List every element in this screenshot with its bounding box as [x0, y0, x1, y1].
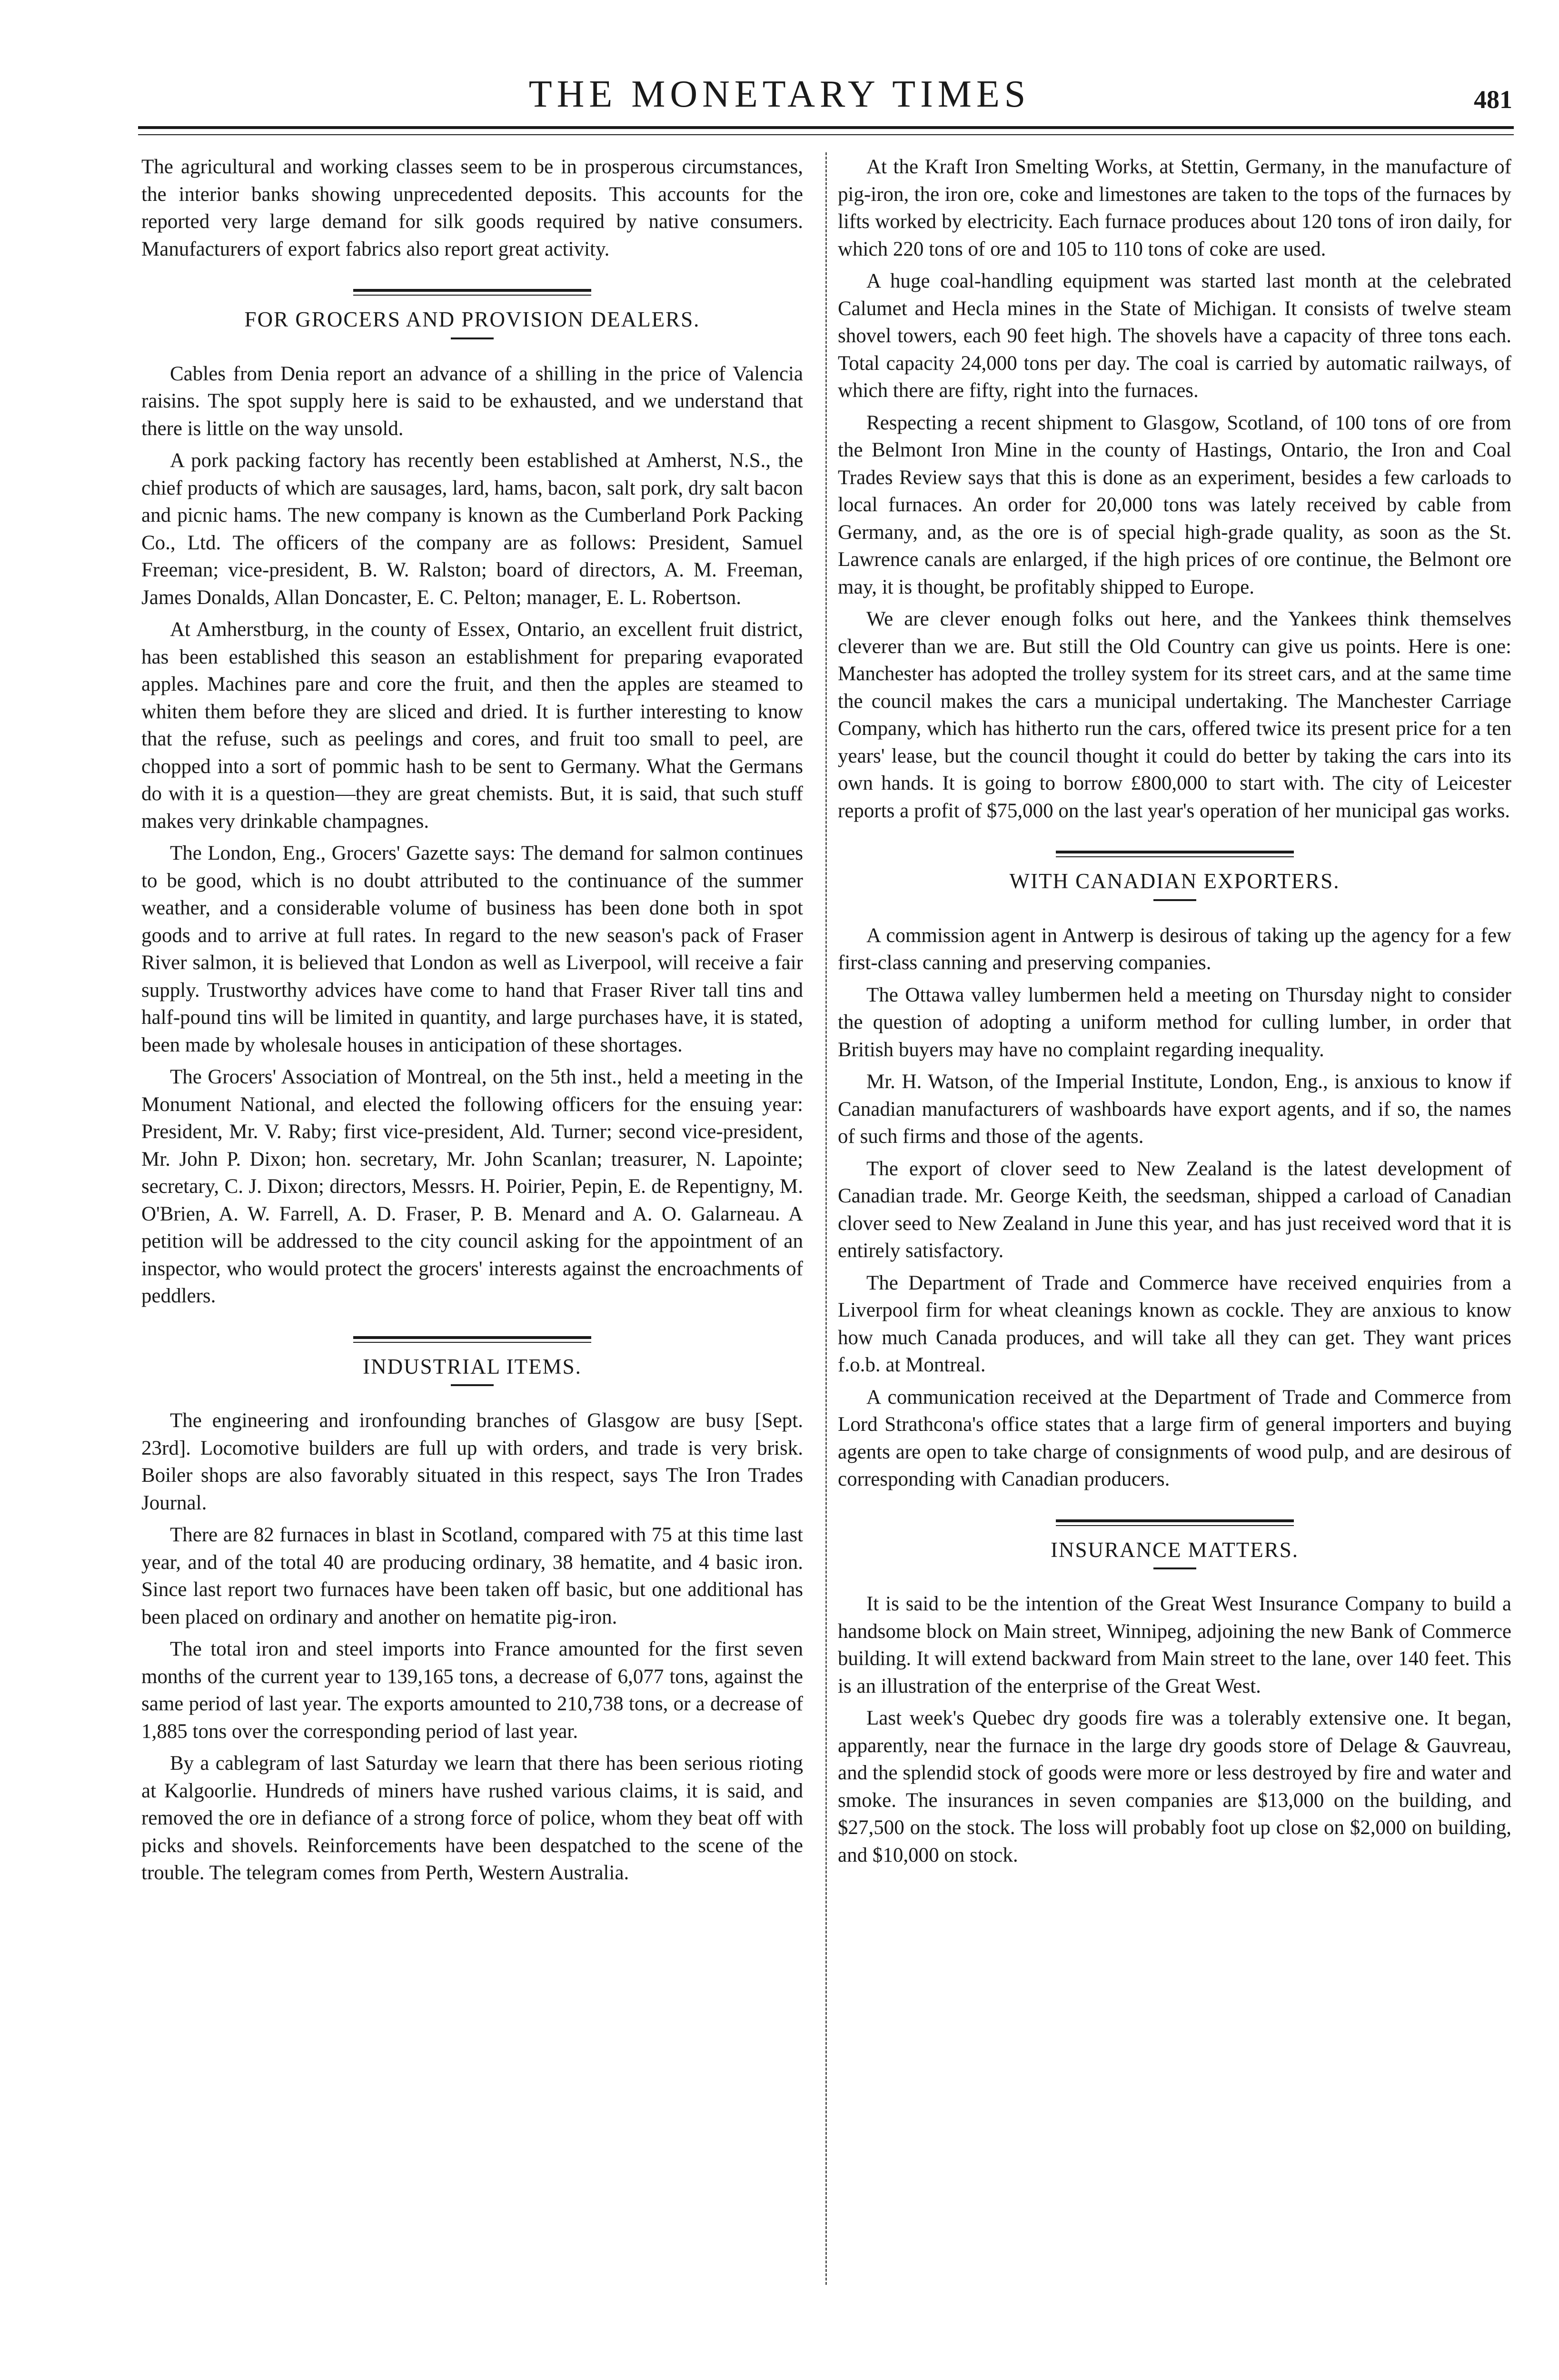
- section-rule: [353, 1342, 591, 1343]
- section-exporters: [838, 851, 1511, 1493]
- article-paragraph: The total iron and steel imports into France amounted for the first seven months of the current year to 139,165 tons, a decrease of 6,077 tons, against the same period of last year. The exports amounted to 210,738 tons, or a decrease of 1,885 tons over the corresponding period of last year.: [141, 1638, 803, 1743]
- heading-underline: [1153, 899, 1196, 901]
- section-insurance: [838, 1519, 1511, 1869]
- right-column: [838, 153, 1511, 1874]
- heading-underline: [451, 1384, 494, 1386]
- section-heading: INSURANCE MATTERS.: [1050, 1537, 1299, 1562]
- article-paragraph: We are clever enough folks out here, and the Yankees think themselves cleverer than we are. But still the Old Country can give us points. Here is one: Manchester has adopted the trolley system for its street cars, and at the same time the council makes the cars a municipal undertaking. The Manchester Carriage Company, which has hitherto run the cars, offered twice its present price for a ten years' lease, but the council thought it could do better by taking the cars into its own hands. It is going to borrow £800,000 to start with. The city of Leicester reports a profit of $75,000 on the last year's operation of her municipal gas works.: [838, 608, 1511, 822]
- header-rule-thin: [138, 134, 1514, 135]
- article-paragraph: The Ottawa valley lumbermen held a meeting on Thursday night to consider the question of adopting a uniform method for culling lumber, in order that British buyers may have no complaint regarding inequality.: [838, 983, 1511, 1061]
- article-paragraph: Respecting a recent shipment to Glasgow, Scotland, of 100 tons of ore from the Belmont Iron Mine in the county of Hastings, Ontario, the Iron and Coal Trades Review says that this is done as an experiment, besides a few carloads to local furnaces. An order for 20,000 tons was lately received by cable from Germany, and, as the ore is of special high-grade quality, as soon as the St. Lawrence canals are enlarged, if the high prices of ore continue, the Belmont ore may, it is thought, be profitably shipped to Europe.: [838, 411, 1511, 598]
- article-paragraph: By a cablegram of last Saturday we learn that there has been serious rioting at Kalgoorlie. Hundreds of miners have rushed various claims, it is said, and removed the ore in defiance of a strong force of police, whom they beat off with picks and shovels. Reinforcements have been despatched to the scene of the trouble. The telegram comes from Perth, Western Australia.: [141, 1752, 803, 1884]
- page-number: 481: [1474, 85, 1512, 114]
- column-divider: [825, 152, 827, 2285]
- article-paragraph: Last week's Quebec dry goods fire was a tolerably extensive one. It began, apparently, near the furnace in the large dry goods store of Delage & Gauvreau, and the splendid stock of goods were more or less destroyed by fire and water and smoke. The insurances in seven companies are $13,000 on the building, and $27,500 on the stock. The loss will probably foot up close on $2,000 on building, and $10,000 on stock.: [838, 1707, 1511, 1866]
- heading-underline: [451, 337, 494, 339]
- section-rule: [1056, 1525, 1294, 1526]
- article-paragraph: Cables from Denia report an advance of a shilling in the price of Valencia raisins. The spot supply here is said to be exhausted, and we understand that there is little on the way unsold.: [141, 362, 803, 440]
- section-grocers: [141, 289, 803, 1310]
- article-paragraph: A pork packing factory has recently been established at Amherst, N.S., the chief products of which are sausages, lard, hams, bacon, salt pork, dry salt bacon and picnic hams. The new company is known as the Cumberland Pork Packing Co., Ltd. The officers of the company are as follows: President, Samuel Freeman; vice-president, B. W. Ralston; board of directors, A. M. Freeman, James Donalds, Allan Doncaster, E. C. Pelton; manager, E. L. Robertson.: [141, 449, 803, 609]
- article-paragraph: The Grocers' Association of Montreal, on the 5th inst., held a meeting in the Monument National, and elected the following officers for the ensuing year: President, Mr. V. Raby; first vice-president, Ald. Turner; second vice-president, Mr. John P. Dixon; hon. secretary, Mr. John Scanlan; treasurer, N. Lapointe; secretary, C. J. Dixon; directors, Messrs. H. Poirier, Pepin, E. de Repentigny, M. O'Brien, A. W. Farrell, A. D. Fraser, P. B. Menard and A. O. Galarneau. A petition will be addressed to the city council asking for the appointment of an inspector, who would protect the grocers' interests against the encroachments of peddlers.: [141, 1066, 803, 1307]
- section-rule: [353, 289, 591, 292]
- page-header-title: THE MONETARY TIMES: [528, 73, 1031, 115]
- section-rule: [1056, 856, 1294, 857]
- article-paragraph: A commission agent in Antwerp is desirous of taking up the agency for a few first-class canning and preserving companies.: [838, 924, 1511, 974]
- section-heading: FOR GROCERS AND PROVISION DEALERS.: [244, 307, 700, 331]
- article-paragraph: The Department of Trade and Commerce have received enquiries from a Liverpool firm for wheat cleanings known as cockle. They are anxious to know how much Canada produces, and will take all they can get. They want prices f.o.b. at Montreal.: [838, 1271, 1511, 1376]
- section-industrial: [141, 1336, 803, 1887]
- article-paragraph: There are 82 furnaces in blast in Scotland, compared with 75 at this time last year, and of the total 40 are producing ordinary, 38 hematite, and 4 basic iron. Since last report two furnaces have been taken off basic, but one additional has been placed on ordinary and another on hematite pig-iron.: [141, 1524, 803, 1628]
- article-paragraph: The engineering and ironfounding branches of Glasgow are busy [Sept. 23rd]. Locomotive builders are full up with orders, and trade is very brisk. Boiler shops are also favorably situated in this respect, says The Iron Trades Journal.: [141, 1409, 803, 1514]
- section-heading: INDUSTRIAL ITEMS.: [363, 1354, 582, 1378]
- article-paragraph: The London, Eng., Grocers' Gazette says: The demand for salmon continues to be good, which is no doubt attributed to the continuance of the summer weather, and a considerable volume of business has been done both in spot goods and to arrive at full rates. In regard to the new season's pack of Fraser River salmon, it is believed that London as well as Liverpool, will receive a fair supply. Trustworthy advices have come to hand that Fraser River tall tins and half-pound tins will be limited in quantity, and large purchases have, it is stated, been made by wholesale houses in anticipation of these shortages.: [141, 842, 803, 1056]
- article-paragraph: The export of clover seed to New Zealand is the latest development of Canadian trade. Mr. George Keith, the seedsman, shipped a carload of Canadian clover seed to New Zealand in June this year, and has just received word that it is entirely satisfactory.: [838, 1157, 1511, 1262]
- section-rule: [353, 1336, 591, 1339]
- article-paragraph: The agricultural and working classes seem to be in prosperous circumstances, the interior banks showing unprecedented deposits. This accounts for the reported very large demand for silk goods required by native consumers. Manufacturers of export fabrics also report great activity.: [141, 156, 803, 260]
- left-column: [141, 153, 803, 1892]
- article-paragraph: Mr. H. Watson, of the Imperial Institute, London, Eng., is anxious to know if Canadian manufacturers of washboards have export agents, and if so, the names of such firms and those of the agents.: [838, 1071, 1511, 1148]
- article-paragraph: It is said to be the intention of the Great West Insurance Company to build a handsome block on Main street, Winnipeg, adjoining the new Bank of Commerce building. It will extend backward from Main street to the lane, over 140 feet. This is an illustration of the enterprise of the Great West.: [838, 1593, 1511, 1697]
- header-rule: [138, 126, 1514, 129]
- heading-underline: [1153, 1567, 1196, 1569]
- section-rule: [1056, 1519, 1294, 1522]
- section-rule: [353, 295, 591, 296]
- section-rule: [1056, 851, 1294, 853]
- article-paragraph: At Amherstburg, in the county of Essex, Ontario, an excellent fruit district, has been established this season an establishment for preparing evaporated apples. Machines pare and core the fruit, and then the apples are steamed to whiten them before they are sliced and dried. It is further interesting to know that the refuse, such as peelings and cores, and fruit too small to peel, are chopped into a sort of pommic hash to be sent to Germany. What the Germans do with it is a question—they are great chemists. But, it is said, that such stuff makes very drinkable champagnes.: [141, 618, 803, 833]
- section-heading: WITH CANADIAN EXPORTERS.: [1009, 869, 1340, 893]
- article-paragraph: At the Kraft Iron Smelting Works, at Stettin, Germany, in the manufacture of pig-iron, the iron ore, coke and limestones are taken to the tops of the furnaces by lifts worked by electricity. Each furnace produces about 120 tons of iron daily, for which 220 tons of ore and 105 to 110 tons of coke are used.: [838, 156, 1511, 260]
- article-paragraph: A huge coal-handling equipment was started last month at the celebrated Calumet and Hecla mines in the State of Michigan. It consists of twelve steam shovel towers, each 90 feet high. The shovels have a capacity of three tons each. Total capacity 24,000 tons per day. The coal is carried by automatic railways, of which there are fifty, right into the furnaces.: [838, 270, 1511, 402]
- article-paragraph: A communication received at the Department of Trade and Commerce from Lord Strathcona's office states that a large firm of general importers and buying agents are open to take charge of consignments of wood pulp, and are desirous of corresponding with Canadian producers.: [838, 1386, 1511, 1490]
